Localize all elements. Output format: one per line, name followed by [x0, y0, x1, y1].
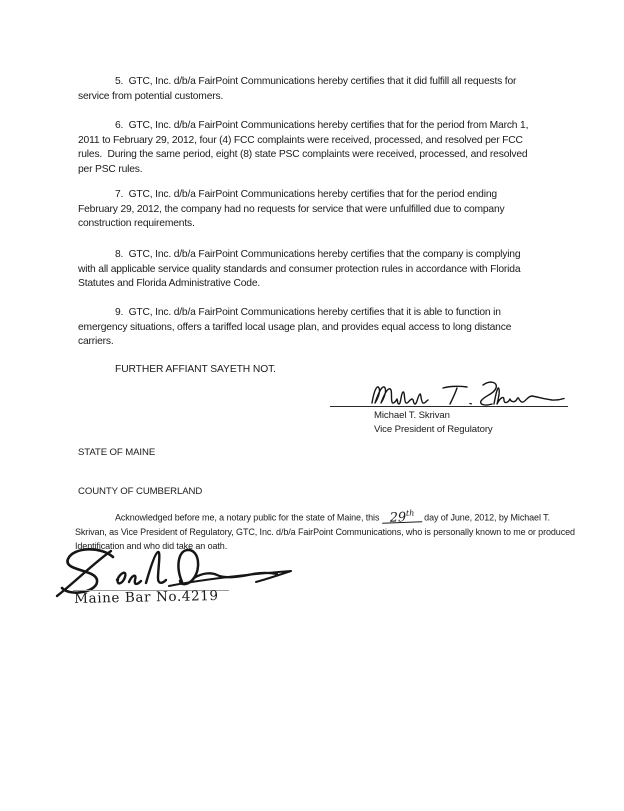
paragraph-line: per PSC rules. — [78, 163, 143, 175]
paragraph-line: 9. GTC, Inc. d/b/a FairPoint Communications hereby certifies that it is able to function in — [115, 307, 501, 318]
paragraph-line: 6. GTC, Inc. d/b/a FairPoint Communications hereby certifies that for the period from March 1, — [115, 120, 529, 131]
paragraph-line: 2011 to February 29, 2012, four (4) FCC complaints were received, processed, and resolved per FCC — [78, 134, 523, 146]
affiant-signature-script — [330, 378, 570, 408]
paragraph-line: Statutes and Florida Administrative Code. — [78, 278, 261, 290]
paragraph-line: with all applicable service quality standards and consumer protection rules in accordance with Florida — [78, 263, 521, 275]
acknowledgment-line: Identification and who did take an oath. — [75, 540, 228, 551]
paragraph-line: service from potential customers. — [78, 90, 224, 102]
affiant-sayeth-line: FURTHER AFFIANT SAYETH NOT. — [115, 364, 276, 375]
affiant-printed-name: Michael T. Skrivan — [374, 410, 450, 421]
affiant-title: Vice President of Regulatory — [374, 424, 493, 435]
certification-paragraph-8 — [78, 248, 520, 292]
venue-state-line: STATE OF MAINE — [78, 447, 156, 458]
notary-bar-number: Maine Bar No.4219 — [74, 587, 219, 607]
paragraph-line: emergency situations, offers a tariffed local usage plan, and provides equal access to long distance — [78, 321, 512, 333]
certification-paragraph-6 — [78, 119, 528, 177]
certification-paragraph-7 — [78, 188, 505, 232]
paragraph-line: 5. GTC, Inc. d/b/a FairPoint Communications hereby certifies that it did fulfill all requests for — [115, 76, 517, 87]
paragraph-line: rules. During the same period, eight (8) state PSC complaints were received, processed, and resolved — [78, 149, 528, 161]
acknowledgment-line: Skrivan, as Vice President of Regulatory, GTC, Inc. d/b/a FairPoint Communications, who is personally known to me or produced — [75, 526, 575, 537]
ack-text-before-blank: Acknowledged before me, a notary public for the state of Maine, this — [115, 512, 382, 523]
handwritten-day-value: 29 — [389, 510, 407, 526]
signature-line — [330, 406, 568, 407]
paragraph-line: 8. GTC, Inc. d/b/a FairPoint Communications hereby certifies that the company is complying — [115, 249, 521, 260]
certification-paragraph-5 — [78, 75, 516, 104]
venue-county-line: COUNTY OF CUMBERLAND — [78, 486, 203, 497]
paragraph-line: 7. GTC, Inc. d/b/a FairPoint Communications hereby certifies that for the period ending — [115, 189, 497, 200]
handwritten-day-blank — [382, 508, 422, 524]
paragraph-line: carriers. — [78, 336, 114, 348]
paragraph-line: February 29, 2012, the company had no requests for service that were unfulfilled due to company — [78, 203, 505, 215]
acknowledgment-line — [75, 508, 615, 525]
ack-text-after-blank: day of June, 2012, by Michael T. — [421, 512, 550, 523]
certification-paragraph-9 — [78, 306, 511, 350]
paragraph-line: construction requirements. — [78, 218, 195, 230]
ordinal-suffix: th — [405, 508, 415, 518]
